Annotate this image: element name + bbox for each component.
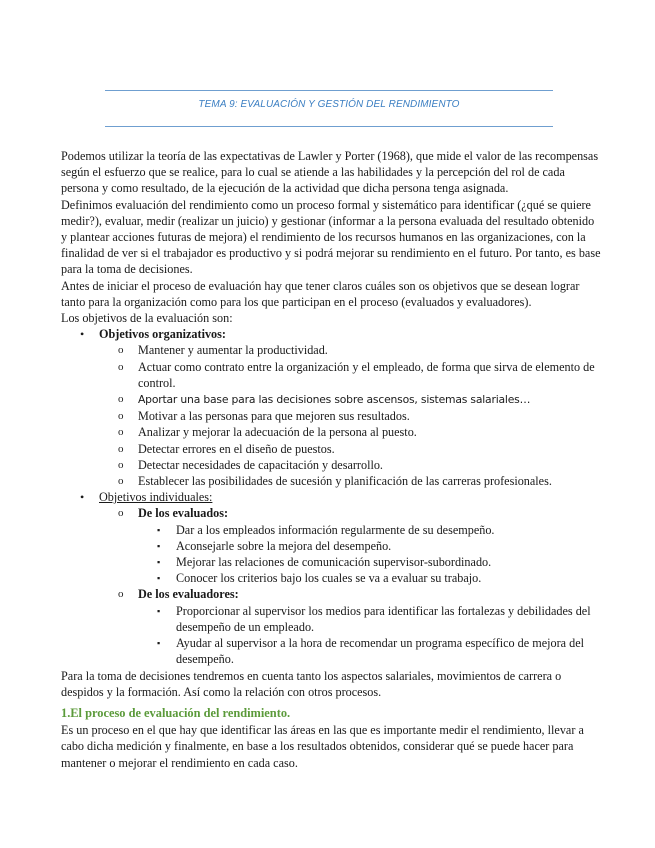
list-item-organizational (61, 326, 601, 342)
objectives-list (61, 326, 601, 667)
paragraph-process: Es un proceso en el que hay que identificar las áreas en las que es importante medir el rendimiento, llevar a cabo dicha medición y finalmente, en base a los resultados obtenidos, considerar qué se puede hacer para mantener o mejorar el rendimiento en cada caso. (61, 723, 584, 770)
list-item: o Aportar una base para las decisiones sobre ascensos, sistemas salariales… (118, 393, 531, 407)
list-item: ▪ Dar a los empleados información regularmente de su desempeño. (157, 522, 495, 537)
list-item-evaluators (61, 586, 601, 602)
list-item-individual (61, 489, 601, 505)
square-marker: ▪ (157, 638, 161, 649)
list-item: o Analizar y mejorar la adecuación de la persona al puesto. (118, 425, 417, 440)
document-body (61, 148, 601, 771)
list-item: ▪ Ayudar al supervisor a la hora de recomendar un programa específico de mejora del desempeño. (157, 636, 585, 667)
list-item: ▪ Proporcionar al supervisor los medios para identificar las fortalezas y debilidades del desempeño de un empleado. (157, 603, 591, 634)
paragraph-decisions: Para la toma de decisiones tendremos en cuenta tanto los aspectos salariales, movimientos de carrera o despidos y la formación. Así como la relación con otros procesos. (61, 668, 562, 699)
square-marker: ▪ (157, 524, 161, 535)
circle-marker: o (118, 344, 124, 357)
circle-marker: o (118, 475, 124, 488)
circle-marker: o (118, 458, 124, 471)
bullet-marker: • (80, 327, 85, 342)
list-item: o Motivar a las personas para que mejoren sus resultados. (118, 409, 410, 424)
circle-marker: o (118, 426, 124, 439)
evaluated-label: De los evaluados: (138, 506, 229, 521)
list-item: o Detectar necesidades de capacitación y desarrollo. (118, 457, 383, 472)
paragraph-objectives-lead: Los objetivos de la evaluación son: (61, 311, 233, 326)
circle-marker: o (118, 360, 124, 373)
evaluators-label: De los evaluadores: (138, 587, 239, 602)
paragraph-definition: Definimos evaluación del rendimiento como un proceso formal y sistemático para identificar (¿qué se quiere medir?), evaluar, medir (realizar un juicio) y gestionar (informar a la persona evaluada del resultado obtenido y plantear acciones futuras de mejora) el rendimiento de los recursos humanos en las organizaciones, con la finalidad de ver si el trabajador es productivo y si podrá mejorar su rendimiento en el futuro. Por tanto, es base para la toma de decisiones. (61, 197, 601, 277)
list-item: ▪ Conocer los criterios bajo los cuales se va a evaluar su trabajo. (157, 571, 482, 586)
square-marker: ▪ (157, 540, 161, 551)
circle-marker: o (118, 442, 124, 455)
list-item: o Mantener y aumentar la productividad. (118, 343, 328, 358)
organizational-label: Objetivos organizativos: (99, 327, 226, 342)
circle-marker: o (118, 588, 124, 601)
list-item: o Detectar errores en el diseño de puestos. (118, 441, 335, 456)
list-item: o Establecer las posibilidades de sucesión y planificación de las carreras profesionales. (118, 474, 552, 489)
bullet-marker: • (80, 490, 85, 505)
circle-marker: o (118, 507, 124, 520)
header-rule-top (105, 90, 553, 91)
individual-label: Objetivos individuales: (99, 490, 213, 505)
square-marker: ▪ (157, 557, 161, 568)
list-item: ▪ Aconsejarle sobre la mejora del desempeño. (157, 538, 392, 553)
list-item: ▪ Mejorar las relaciones de comunicación supervisor-subordinado. (157, 555, 492, 570)
paragraph-expectancy-theory: Podemos utilizar la teoría de las expectativas de Lawler y Porter (1968), que mide el valor de las recompensas según el esfuerzo que se realice, para lo cual se atiende a las habilidades y la percepción del rol de cada persona y como resultado, de la ejecución de la actividad que dicha persona tenga asignada. (61, 149, 599, 196)
section-heading: 1.El proceso de evaluación del rendimiento. (61, 705, 291, 720)
circle-marker: o (118, 393, 124, 406)
square-marker: ▪ (157, 573, 161, 584)
circle-marker: o (118, 410, 124, 423)
paragraph-objectives-intro: Antes de iniciar el proceso de evaluación hay que tener claros cuáles son os objetivos que se desean lograr tanto para la organización como para los que participan en el proceso (evaluados y evaluadores). (61, 278, 580, 309)
page-header-title: TEMA 9: EVALUACIÓN Y GESTIÓN DEL RENDIMIENTO (198, 99, 460, 110)
list-item: o Actuar como contrato entre la organización y el empleado, de forma que sirva de elemento de control. (118, 359, 595, 390)
list-item-evaluated (61, 505, 601, 521)
square-marker: ▪ (157, 605, 161, 616)
header-rule-bottom (105, 126, 553, 127)
